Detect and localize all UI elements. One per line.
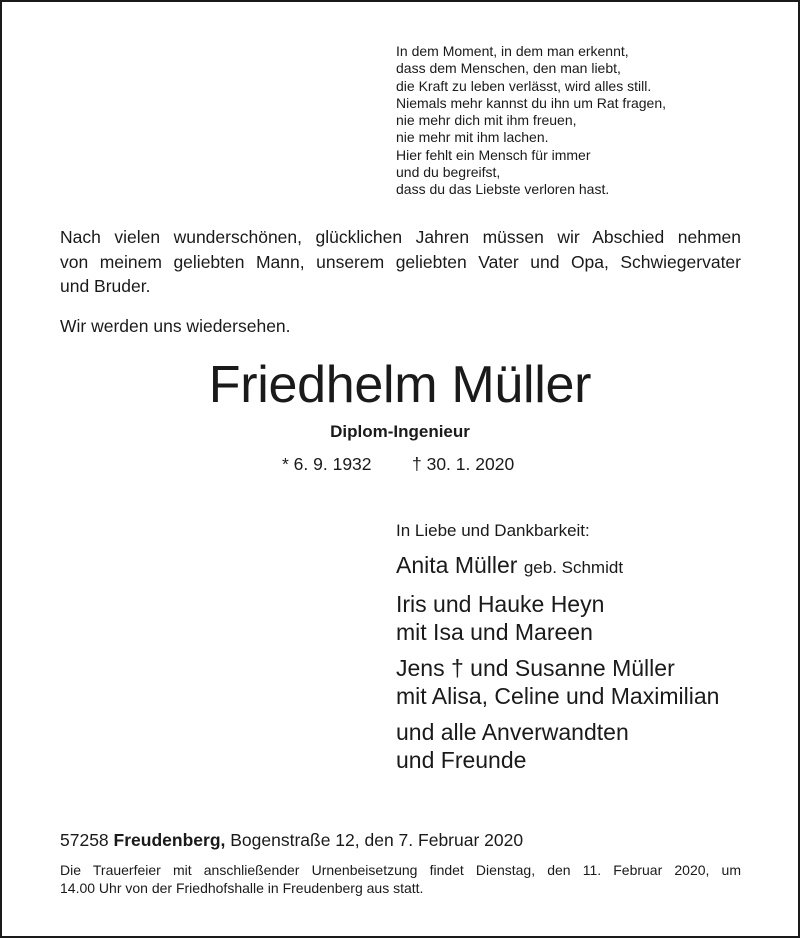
mourner-line: Jens † und Susanne Müller [396,655,675,681]
poem-line: nie mehr dich mit ihm freuen, [396,112,577,129]
service-info [60,862,741,897]
address-rest: Bogenstraße 12, den 7. Februar 2020 [230,830,524,850]
deceased-title: Diplom-Ingenieur [330,422,470,441]
intro-line: von meinem geliebten Mann, unserem geliebten Vater und Opa, Schwiegervater [60,251,741,272]
intro-line: Nach vielen wunderschönen, glücklichen Jahren müssen wir Abschied nehmen [60,227,741,247]
mourner-line: mit Alisa, Celine und Maximilian [396,683,720,709]
poem-line: dass du das Liebste verloren hast. [396,181,610,198]
intro-paragraph [60,225,741,299]
mourner-line: Iris und Hauke Heyn [396,591,605,617]
reunion-line: Wir werden uns wiedersehen. [60,316,291,336]
poem-line: dass dem Menschen, den man liebt, [396,60,621,77]
poem-line: Hier fehlt ein Mensch für immer [396,146,591,163]
mourner-family [396,718,719,774]
service-line: Die Trauerfeier mit anschließender Urnenbeisetzung findet Dienstag, den 11. Februar 2020, um [60,862,741,878]
mourner-family [396,654,719,710]
intro-line: und Bruder. [60,276,151,296]
service-line: 14.00 Uhr von der Friedhofshalle in Freudenberg aus statt. [60,879,424,896]
poem-line: nie mehr mit ihm lachen. [396,129,549,146]
widow-maiden-name: geb. Schmidt [523,558,624,577]
city: Freudenberg, [113,830,226,850]
mourner-line: mit Isa und Mareen [396,619,593,645]
mourners-block [396,520,719,782]
mourner-widow [396,551,719,582]
mourner-family [396,590,719,646]
deceased-name: Friedhelm Müller [208,356,592,414]
mourner-line: und alle Anverwandten [396,719,629,745]
widow-name: Anita Müller [396,552,518,578]
address-line [60,828,523,852]
poem-line: und du begreifst, [396,164,501,181]
poem-line: In dem Moment, in dem man erkennt, [396,43,629,59]
poem [396,43,666,199]
postcode: 57258 [60,830,109,850]
death-date: † 30. 1. 2020 [412,454,515,474]
birth-date: * 6. 9. 1932 [282,454,372,474]
mourner-line: und Freunde [396,747,527,773]
poem-line: Niemals mehr kannst du ihn um Rat fragen, [396,94,667,111]
mourners-intro: In Liebe und Dankbarkeit: [396,521,590,540]
poem-line: die Kraft zu leben verlässt, wird alles still. [396,77,652,94]
